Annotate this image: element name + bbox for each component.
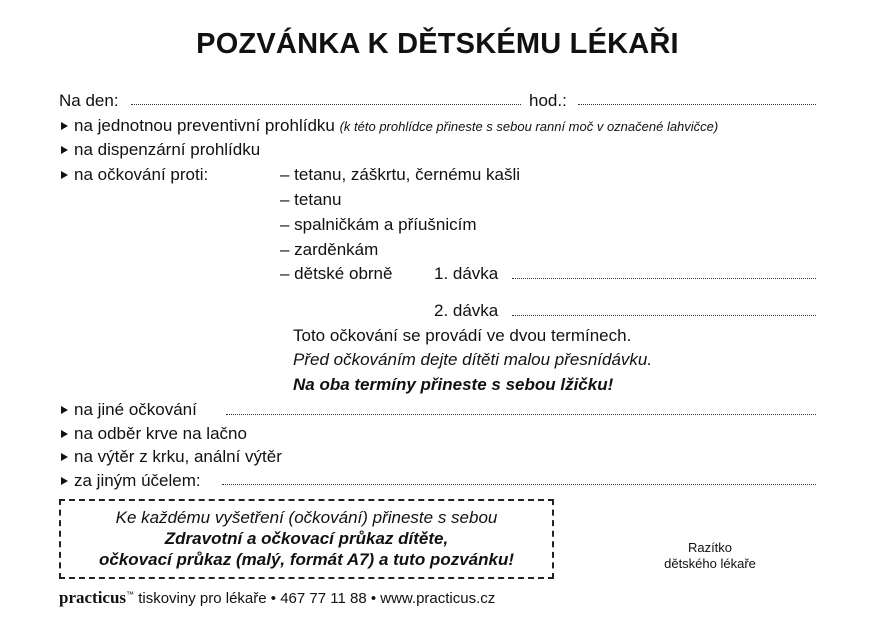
item-dispensary-label: na dispenzární prohlídku [74, 140, 261, 159]
dose-2-field[interactable] [512, 315, 816, 316]
item-other-purpose-label: za jiným účelem: [74, 471, 201, 490]
item-vaccination-label: na očkování proti: [74, 165, 209, 184]
bullet-icon [61, 477, 68, 485]
bullet-icon [61, 171, 68, 179]
item-other-purpose [61, 471, 201, 491]
vaccine-mmr: – spalničkám a příušnicím [280, 215, 477, 234]
item-other-vaccination [61, 400, 197, 420]
date-label: Na den: [59, 91, 119, 110]
stamp-line-1: Razítko [687, 540, 733, 555]
bullet-icon [61, 406, 68, 414]
vaccine-tetanus: – tetanu [280, 190, 342, 209]
dose-1-label: 1. dávka [434, 264, 499, 283]
vaccine-note-spoon: Na oba termíny přineste s sebou lžičku! [293, 375, 614, 394]
date-field[interactable] [131, 104, 521, 105]
item-vaccination [61, 165, 208, 185]
stamp-line-2: dětského lékaře [664, 556, 756, 571]
item-preventive [61, 116, 718, 137]
reminder-line-1: Ke každému vyšetření (očkování) přineste s sebou [115, 508, 498, 527]
footer [59, 588, 495, 608]
vaccine-note-terms: Toto očkování se provádí ve dvou termínech. [293, 326, 632, 345]
vaccine-dtp: – tetanu, záškrtu, černému kašli [280, 165, 521, 184]
reminder-box [59, 499, 554, 579]
reminder-line-2: Zdravotní a očkovací průkaz dítěte, [164, 529, 449, 548]
reminder-line-3: očkovací průkaz (malý, formát A7) a tuto pozvánku! [98, 550, 514, 569]
item-preventive-label: na jednotnou preventivní prohlídku [74, 116, 335, 135]
page-title: POZVÁNKA K DĚTSKÉMU LÉKAŘI [196, 28, 679, 60]
item-dispensary [61, 140, 260, 160]
time-label: hod.: [529, 91, 567, 110]
other-purpose-field[interactable] [222, 484, 816, 485]
item-swab [61, 447, 282, 467]
item-preventive-note: (k této prohlídce přineste s sebou ranní moč v označené lahvičce) [339, 119, 719, 134]
dose-1-field[interactable] [512, 278, 816, 279]
dose-2-label: 2. dávka [434, 301, 499, 320]
bullet-icon [61, 453, 68, 461]
vaccine-polio: – dětské obrně [280, 264, 393, 283]
brand-logo: practicus [59, 588, 127, 607]
vaccine-note-snack: Před očkováním dejte dítěti malou přesnídávku. [293, 350, 653, 369]
time-field[interactable] [578, 104, 816, 105]
bullet-icon [61, 122, 68, 130]
brand-trademark: ™ [126, 590, 135, 599]
item-other-vaccination-label: na jiné očkování [74, 400, 197, 419]
item-swab-label: na výtěr z krku, anální výtěr [74, 447, 282, 466]
bullet-icon [61, 430, 68, 438]
item-blood [61, 424, 247, 444]
vaccine-rubella: – zarděnkám [280, 240, 379, 259]
stamp-area [630, 540, 790, 572]
bullet-icon [61, 146, 68, 154]
footer-text: tiskoviny pro lékaře • 467 77 11 88 • www.practicus.cz [138, 590, 496, 607]
other-vaccination-field[interactable] [226, 414, 816, 415]
item-blood-label: na odběr krve na lačno [74, 424, 247, 443]
